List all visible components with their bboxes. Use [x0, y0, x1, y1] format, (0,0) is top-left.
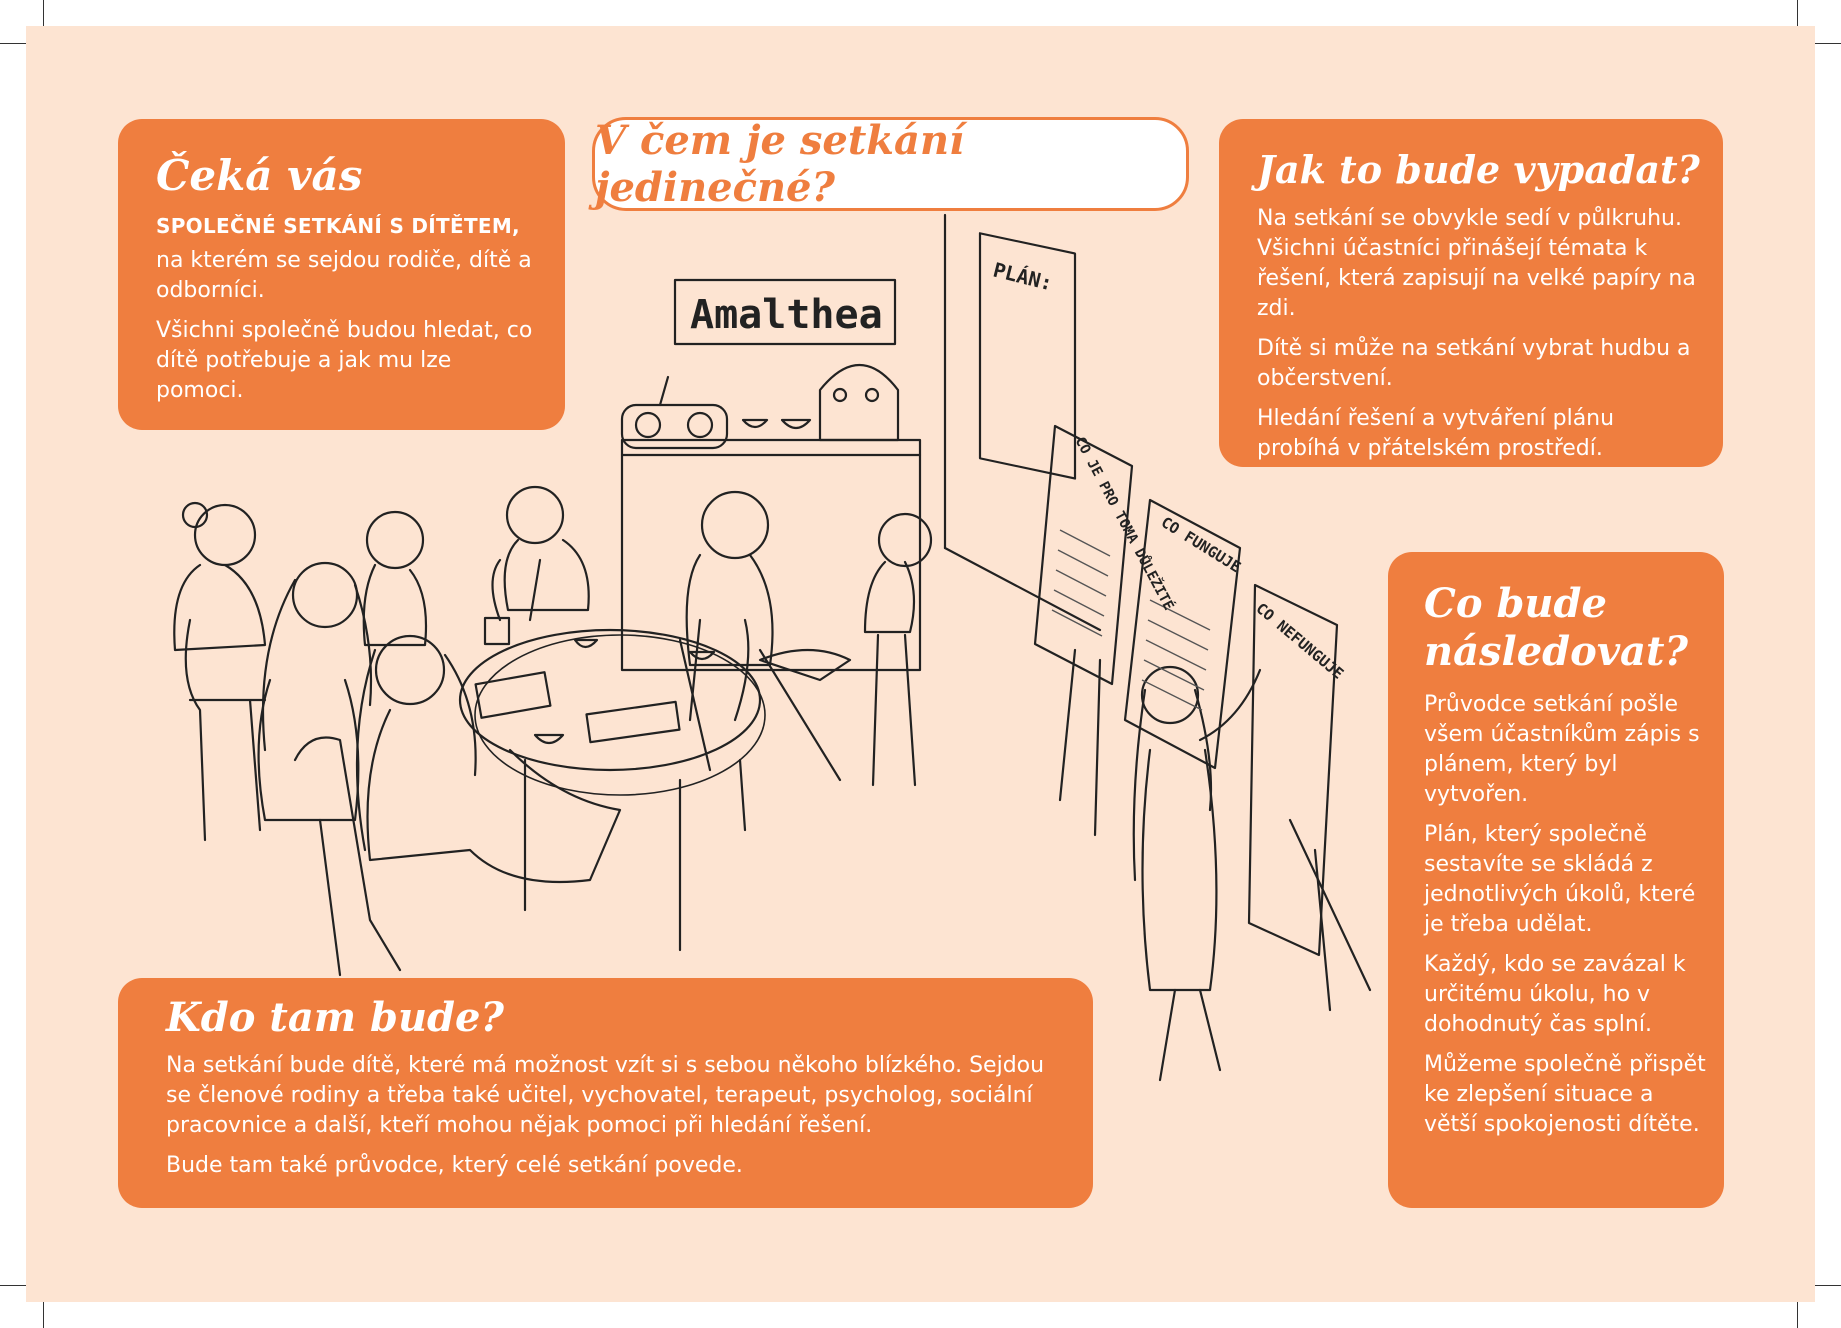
flipchart-1: [1035, 426, 1132, 684]
section-jak-paragraph: Na setkání se obvykle sedí v půlkruhu. Všichni účastníci přinášejí témata k řešení, která zapisují na velké papíry na zdi.: [1257, 206, 1696, 321]
cup-icon: [485, 618, 509, 644]
section-co-paragraph: Každý, kdo se zavázal k určitému úkolu, ho v dohodnutý čas splní.: [1424, 952, 1686, 1037]
banner-label: Amalthea: [690, 292, 883, 338]
section-kdo-paragraph: Na setkání bude dítě, které má možnost vzít si s sebou někoho blízkého. Sejdou se členové rodiny a třeba také učitel, vychovatel, terapeut, psycholog, sociální pracovnice a další, kteří mohou nějak pomoci při hledání řešení.: [166, 1053, 1045, 1138]
section-jak-heading: Jak to bude vypadat?: [1257, 147, 1700, 192]
section-ceka: [118, 119, 565, 430]
girl-writing: [1134, 667, 1260, 1080]
flipchart-label-2: CO FUNGUJE: [1157, 513, 1245, 577]
cup-icon: [690, 652, 714, 659]
section-co: [1388, 552, 1724, 1208]
flipchart-label-1: CO JE PRO TOMA DŮLEŽITÉ: [1071, 434, 1177, 614]
section-kdo-paragraph: Bude tam také průvodce, který celé setkání povede.: [166, 1153, 743, 1178]
boy-with-cup: [364, 512, 509, 645]
section-ceka-lead: SPOLEČNÉ SETKÁNÍ S DÍTĚTEM,: [156, 214, 520, 238]
book: [586, 702, 679, 742]
woman-long-hair: [259, 563, 371, 820]
section-co-paragraph: Průvodce setkání pošle všem účastníkům zápis s plánem, který byl vytvořen.: [1424, 692, 1700, 807]
notebook: [476, 672, 551, 718]
section-co-heading: Co bude následovat?: [1424, 580, 1688, 675]
section-co-paragraph: Můžeme společně přispět ke zlepšení situace a větší spokojenosti dítěte.: [1424, 1052, 1706, 1137]
cup-icon: [743, 420, 767, 427]
section-jak-paragraph: Dítě si může na setkání vybrat hudbu a občerstvení.: [1257, 336, 1691, 391]
speaker-icon: [820, 365, 898, 440]
woman-crossed-arms: [505, 487, 589, 610]
section-kdo-heading: Kdo tam bude?: [166, 994, 504, 1041]
plan-board-label: PLÁN:: [990, 257, 1056, 296]
section-ceka-paragraph: Všichni společně budou hledat, co dítě potřebuje a jak mu lze pomoci.: [156, 318, 533, 403]
cup-icon: [535, 735, 563, 743]
section-ceka-heading: Čeká vás: [156, 151, 363, 200]
cup-icon: [782, 420, 810, 428]
section-kdo: [118, 978, 1093, 1208]
flipchart-label-3: CO NEFUNGUJE: [1252, 599, 1348, 683]
section-jak-paragraph: Hledání řešení a vytváření plánu probíhá v přátelském prostředí.: [1257, 406, 1615, 461]
chair: [186, 620, 265, 840]
title-box: [592, 117, 1189, 211]
man-with-book: [680, 492, 850, 780]
round-table: [460, 630, 760, 770]
page-title: V čem je setkání jedinečné?: [595, 117, 965, 211]
cup-icon: [575, 640, 597, 647]
section-ceka-paragraph: na kterém se sejdou rodiče, dítě a odborníci.: [156, 248, 532, 303]
section-jak: [1219, 119, 1723, 467]
chair: [295, 738, 400, 976]
section-co-paragraph: Plán, který společně sestavíte se skládá z jednotlivých úkolů, které je třeba udělat.: [1424, 822, 1696, 937]
woman-front-headband: [357, 636, 620, 882]
